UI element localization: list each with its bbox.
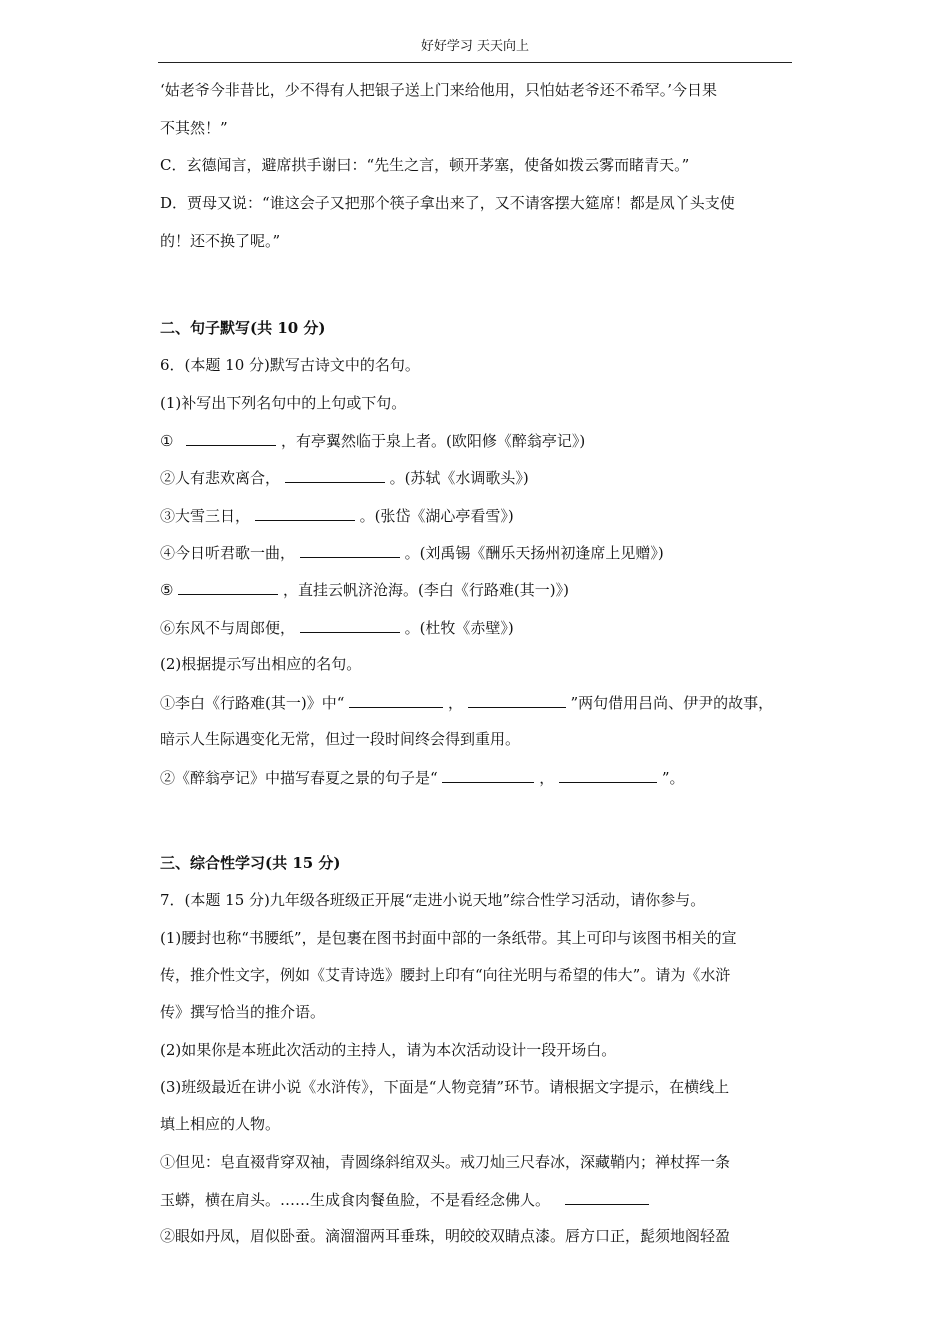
answer-blank[interactable] bbox=[559, 767, 657, 783]
fill-item-3 bbox=[160, 505, 514, 526]
guess-item-1 bbox=[160, 1189, 649, 1210]
text-line: 传》撰写恰当的推介语。 bbox=[160, 1003, 326, 1021]
item-number: ① bbox=[160, 432, 174, 450]
item-text: 玉蟒，横在肩头。……生成食肉餐鱼脸，不是看经念佛人。 bbox=[160, 1191, 551, 1209]
section-three-heading: 三、综合性学习(共 15 分) bbox=[160, 854, 341, 872]
fill-item-2 bbox=[160, 467, 529, 488]
item-text: ③大雪三日， bbox=[160, 507, 251, 525]
prompt-item-1 bbox=[160, 692, 773, 713]
answer-blank[interactable] bbox=[442, 767, 534, 783]
option-d-line: D．贾母又说：“谁这会子又把那个筷子拿出来了，又不请客摆大筵席！都是凤丫头支使 bbox=[160, 194, 735, 212]
text-line: 的！还不换了呢。” bbox=[160, 232, 281, 250]
fill-item-1 bbox=[160, 430, 585, 451]
answer-blank[interactable] bbox=[186, 430, 276, 446]
text-line: (2)如果你是本班此次活动的主持人，请为本次活动设计一段开场白。 bbox=[160, 1041, 617, 1059]
answer-blank[interactable] bbox=[300, 542, 400, 558]
item-text: 。(苏轼《水调歌头》) bbox=[389, 469, 529, 487]
item-text: ，有亭翼然临于泉上者。(欧阳修《醉翁亭记》) bbox=[281, 432, 586, 450]
answer-blank[interactable] bbox=[255, 505, 355, 521]
fill-item-5 bbox=[160, 579, 569, 600]
text-line: 传，推介性文字，例如《艾青诗选》腰封上印有“向往光明与希望的伟大”。请为《水浒 bbox=[160, 966, 731, 984]
text-line: ‘姑老爷今非昔比，少不得有人把银子送上门来给他用，只怕姑老爷还不希罕。’今日果 bbox=[160, 81, 718, 99]
answer-blank[interactable] bbox=[300, 617, 400, 633]
subquestion-1-label: (1)补写出下列名句中的上句或下句。 bbox=[160, 394, 407, 412]
item-text: ”。 bbox=[661, 769, 685, 787]
answer-blank[interactable] bbox=[468, 692, 566, 708]
fill-item-6 bbox=[160, 617, 514, 638]
text-line: ②眼如丹凤，眉似卧蚕。滴溜溜两耳垂珠，明皎皎双睛点漆。唇方口正，髭须地阁轻盈 bbox=[160, 1227, 731, 1245]
item-text: 。(张岱《湖心亭看雪》) bbox=[359, 507, 514, 525]
fill-item-4 bbox=[160, 542, 664, 563]
item-text: 。(刘禹锡《酬乐天扬州初逢席上见赠》) bbox=[404, 544, 664, 562]
item-text: 。(杜牧《赤壁》) bbox=[404, 619, 514, 637]
text-line: (1)腰封也称“书腰纸”，是包裹在图书封面中部的一条纸带。其上可印与该图书相关的宣 bbox=[160, 929, 737, 947]
item-text: ①李白《行路难(其一)》中“ bbox=[160, 694, 345, 712]
text-line: 暗示人生际遇变化无常，但过一段时间终会得到重用。 bbox=[160, 730, 521, 748]
item-text: ⑥东风不与周郎便， bbox=[160, 619, 296, 637]
answer-blank[interactable] bbox=[178, 579, 278, 595]
answer-blank[interactable] bbox=[565, 1189, 649, 1205]
question-7-stem: 7．(本题 15 分)九年级各班级正开展“走进小说天地”综合性学习活动，请你参与。 bbox=[160, 891, 706, 909]
text-line: 填上相应的人物。 bbox=[160, 1115, 281, 1133]
item-text: ②人有悲欢离合， bbox=[160, 469, 281, 487]
answer-blank[interactable] bbox=[285, 467, 385, 483]
item-number: ⑤ bbox=[160, 581, 174, 599]
section-two-heading: 二、句子默写(共 10 分) bbox=[160, 319, 326, 337]
item-text: ， bbox=[447, 694, 463, 712]
item-text: ”两句借用吕尚、伊尹的故事， bbox=[570, 694, 774, 712]
answer-blank[interactable] bbox=[349, 692, 443, 708]
text-line: (3)班级最近在讲小说《水浒传》，下面是“人物竞猜”环节。请根据文字提示，在横线上 bbox=[160, 1078, 730, 1096]
item-text: ④今日听君歌一曲， bbox=[160, 544, 296, 562]
item-text: ②《醉翁亭记》中描写春夏之景的句子是“ bbox=[160, 769, 438, 787]
text-line: 不其然！” bbox=[160, 119, 228, 137]
item-text: ，直挂云帆济沧海。(李白《行路难(其一)》) bbox=[283, 581, 569, 599]
item-text: ， bbox=[539, 769, 555, 787]
option-c-line: C．玄德闻言，避席拱手谢曰：“先生之言，顿开茅塞，使备如拨云雾而睹青天。” bbox=[160, 156, 690, 174]
question-6-stem: 6．(本题 10 分)默写古诗文中的名句。 bbox=[160, 356, 420, 374]
prompt-item-2 bbox=[160, 767, 684, 788]
page-header: 好好学习 天天向上 bbox=[158, 38, 792, 63]
text-line: ①但见：皂直裰背穿双袖，青圆绦斜绾双头。戒刀灿三尺春冰，深藏鞘内；禅杖挥一条 bbox=[160, 1153, 731, 1171]
subquestion-2-label: (2)根据提示写出相应的名句。 bbox=[160, 655, 362, 673]
